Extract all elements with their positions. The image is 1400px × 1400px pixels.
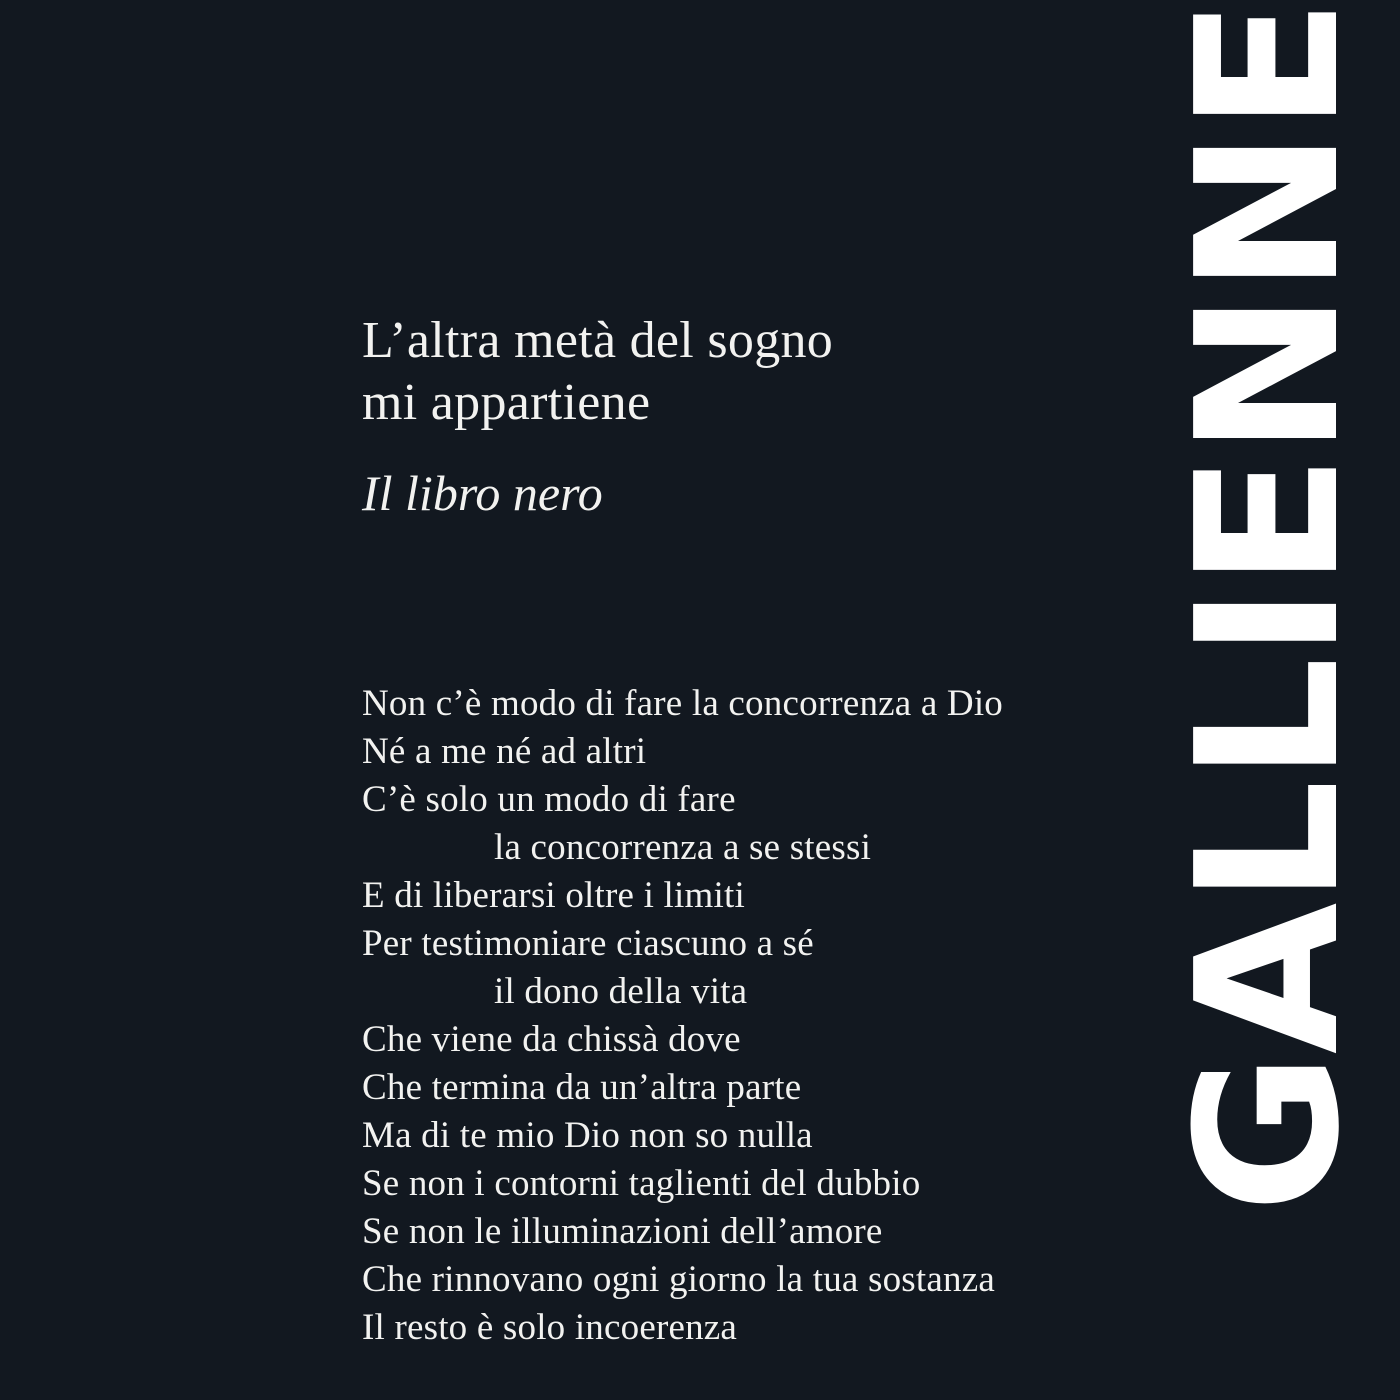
poem-line-indented: il dono della vita [494,971,748,1012]
poem-line: Se non le illuminazioni dell’amore [362,1211,883,1252]
poem-line: Non c’è modo di fare la concorrenza a Dio [362,683,1004,724]
poem-line: Che viene da chissà dove [362,1019,741,1060]
title-line-1: L’altra metà del sogno [362,312,834,369]
poem-line: C’è solo un modo di fare [362,779,736,820]
poem-line: Che rinnovano ogni giorno la tua sostanza [362,1259,995,1300]
poem [362,680,1162,1352]
poem-line-indented: la concorrenza a se stessi [494,827,872,868]
poem-line: Per testimoniare ciascuno a sé [362,923,814,964]
poem-line: Né a me né ad altri [362,731,647,772]
poem-line: Il resto è solo incoerenza [362,1307,738,1348]
poem-line: Ma di te mio Dio non so nulla [362,1115,813,1156]
author-band [1155,0,1383,1400]
poem-line: Che termina da un’altra parte [362,1067,802,1108]
book-subtitle: Il libro nero [362,465,603,521]
title-line-2: mi appartiene [362,374,651,431]
poem-line: Se non i contorni taglienti del dubbio [362,1163,921,1204]
book-title [362,310,1122,434]
author-name: GALLIENNE [1155,0,1383,1214]
poem-line: E di liberarsi oltre i limiti [362,875,745,916]
